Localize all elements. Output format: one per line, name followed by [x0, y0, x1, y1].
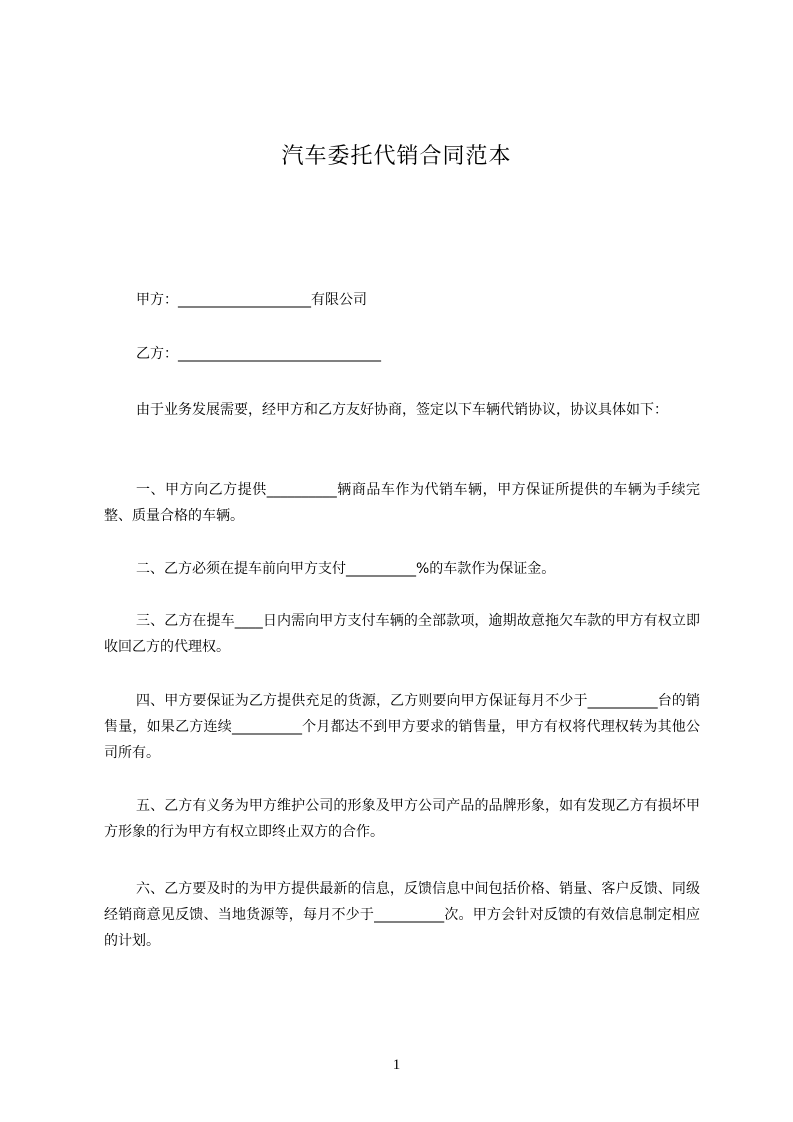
page-number: 1 — [392, 1057, 401, 1073]
clause-2: 二、乙方必须在提车前向甲方支付__________%的车款作为保证金。 — [136, 561, 556, 577]
document-title: 汽车委托代销合同范本 — [281, 144, 512, 169]
clause-1: 一、甲方向乙方提供__________辆商品车作为代销车辆，甲方保证所提供的车辆为手续完整、质量合格的车辆。 — [104, 482, 700, 524]
party-b-line: 乙方：_____________________________ — [136, 346, 381, 362]
clause-4: 四、甲方要保证为乙方提供充足的货源，乙方则要向甲方保证每月不少于__________台的销售量，如果乙方连续__________个月都达不到甲方要求的销售量，甲方有权将代理权转为其他公司所有。 — [104, 693, 700, 761]
intro-paragraph: 由于业务发展需要，经甲方和乙方友好协商，签定以下车辆代销协议，协议具体如下： — [136, 402, 668, 418]
clause-3: 三、乙方在提车____日内需向甲方支付车辆的全部款项，逾期故意拖欠车款的甲方有权立即收回乙方的代理权。 — [104, 613, 700, 655]
party-a-line: 甲方：___________________有限公司 — [136, 292, 367, 308]
clause-5: 五、乙方有义务为甲方维护公司的形象及甲方公司产品的品牌形象，如有发现乙方有损坏甲方形象的行为甲方有权立即终止双方的合作。 — [104, 798, 700, 840]
clause-6: 六、乙方要及时的为甲方提供最新的信息，反馈信息中间包括价格、销量、客户反馈、同级经销商意见反馈、当地货源等，每月不少于__________次。甲方会针对反馈的有效信息制定相应的计划。 — [104, 881, 700, 949]
